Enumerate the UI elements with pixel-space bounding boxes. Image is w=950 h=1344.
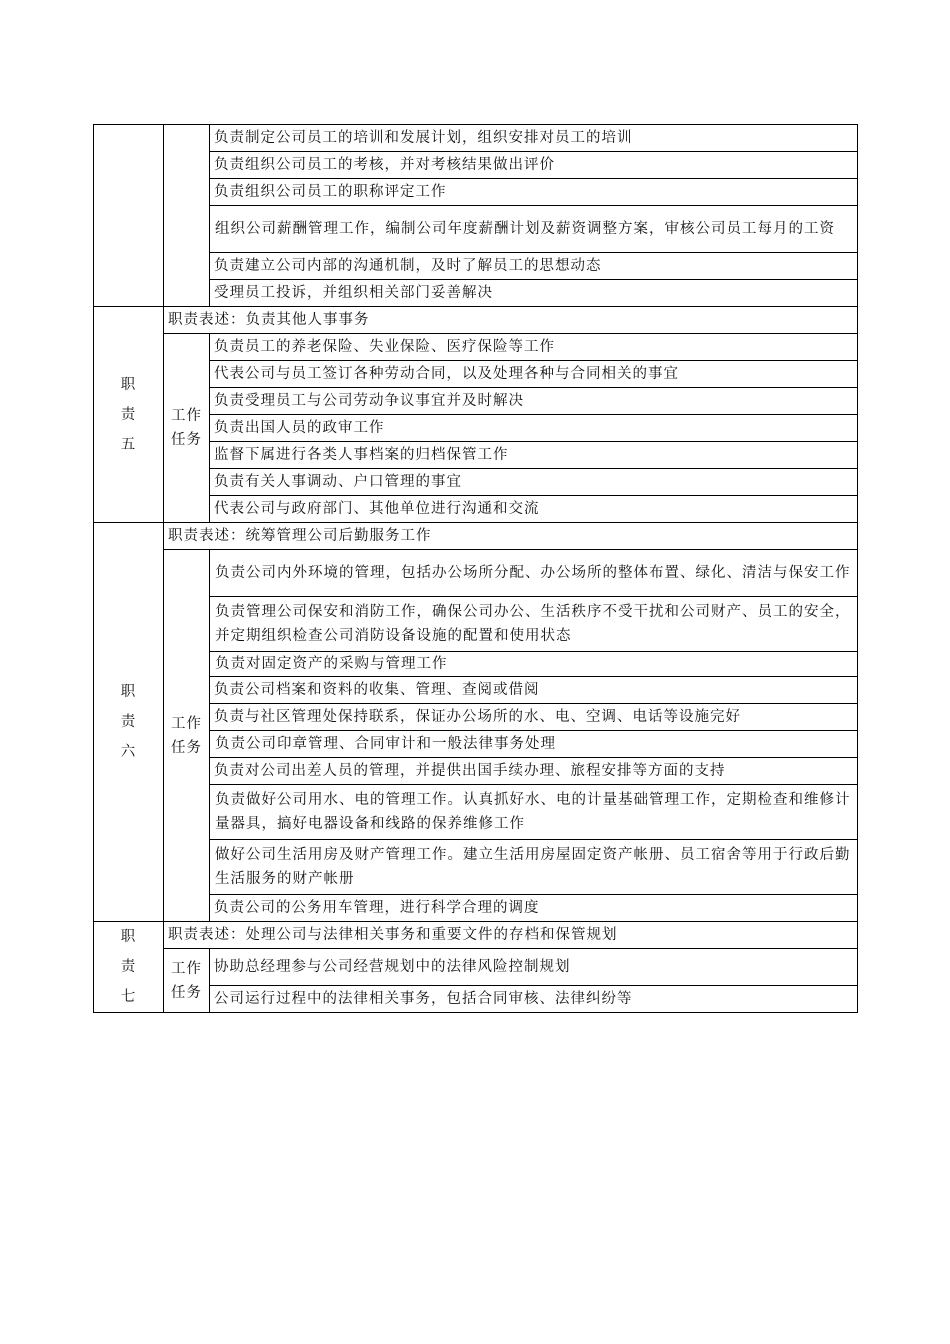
duty-table — [93, 124, 858, 1013]
table-row — [94, 334, 858, 361]
duty6-label — [94, 523, 164, 922]
table-row — [94, 307, 858, 334]
task-item: 做好公司生活用房及财产管理工作。建立生活用房屋固定资产帐册、员工宿舍等用于行政后勤生活服务的财产帐册 — [210, 840, 858, 895]
task-item: 负责与社区管理处保持联系，保证办公场所的水、电、空调、电话等设施完好 — [210, 704, 858, 731]
duty5-label-text: 职责五 — [120, 376, 137, 453]
task-item: 负责受理员工与公司劳动争议事宜并及时解决 — [210, 388, 858, 415]
task-item: 受理员工投诉，并组织相关部门妥善解决 — [210, 280, 858, 307]
duty7-task-label-text: 工作任务 — [170, 960, 202, 1001]
task-item: 负责做好公司用水、电的管理工作。认真抓好水、电的计量基础管理工作，定期检查和维修计量器具，搞好电器设备和线路的保养维修工作 — [210, 785, 858, 840]
task-item: 负责建立公司内部的沟通机制，及时了解员工的思想动态 — [210, 253, 858, 280]
task-item: 负责出国人员的政审工作 — [210, 415, 858, 442]
task-item: 负责制定公司员工的培训和发展计划，组织安排对员工的培训 — [210, 125, 858, 152]
table-row — [94, 125, 858, 152]
table-row — [94, 523, 858, 550]
duty7-task-label — [164, 949, 210, 1013]
duty5-summary: 职责表述：负责其他人事事务 — [164, 307, 858, 334]
duty5-label — [94, 307, 164, 523]
task-item: 代表公司与政府部门、其他单位进行沟通和交流 — [210, 496, 858, 523]
task-item: 负责对公司出差人员的管理，并提供出国手续办理、旅程安排等方面的支持 — [210, 758, 858, 785]
task-item: 负责组织公司员工的考核，并对考核结果做出评价 — [210, 152, 858, 179]
duty6-label-text: 职责六 — [120, 684, 137, 760]
prev-task-cell — [164, 125, 210, 307]
task-item: 负责有关人事调动、户口管理的事宜 — [210, 469, 858, 496]
task-item: 负责对固定资产的采购与管理工作 — [210, 652, 858, 677]
duty5-task-label-text: 工作任务 — [170, 408, 202, 448]
prev-duty-cell — [94, 125, 164, 307]
table-row — [94, 922, 858, 949]
task-item: 负责管理公司保安和消防工作，确保公司办公、生活秩序不受干扰和公司财产、员工的安全，并定期组织检查公司消防设备设施的配置和使用状态 — [210, 597, 858, 652]
task-item: 负责公司档案和资料的收集、管理、查阅或借阅 — [210, 677, 858, 704]
task-item: 组织公司薪酬管理工作，编制公司年度薪酬计划及薪资调整方案，审核公司员工每月的工资 — [210, 206, 858, 253]
task-item: 负责公司内外环境的管理，包括办公场所分配、办公场所的整体布置、绿化、清洁与保安工作 — [210, 550, 858, 597]
duty7-label-text: 职责七 — [120, 929, 137, 1005]
task-item: 代表公司与员工签订各种劳动合同，以及处理各种与合同相关的事宜 — [210, 361, 858, 388]
duty7-summary: 职责表述：处理公司与法律相关事务和重要文件的存档和保管规划 — [164, 922, 858, 949]
task-item: 负责员工的养老保险、失业保险、医疗保险等工作 — [210, 334, 858, 361]
duty5-task-label — [164, 334, 210, 523]
table-row — [94, 550, 858, 597]
duty7-label — [94, 922, 164, 1013]
task-item: 公司运行过程中的法律相关事务，包括合同审核、法律纠纷等 — [210, 986, 858, 1013]
duty6-task-label-text: 工作任务 — [170, 715, 202, 756]
task-item: 监督下属进行各类人事档案的归档保管工作 — [210, 442, 858, 469]
duty6-summary: 职责表述：统筹管理公司后勤服务工作 — [164, 523, 858, 550]
table-row — [94, 949, 858, 986]
task-item: 负责组织公司员工的职称评定工作 — [210, 179, 858, 206]
task-item: 负责公司的公务用车管理，进行科学合理的调度 — [210, 895, 858, 922]
duty6-task-label — [164, 550, 210, 922]
task-item: 负责公司印章管理、合同审计和一般法律事务处理 — [210, 731, 858, 758]
task-item: 协助总经理参与公司经营规划中的法律风险控制规划 — [210, 949, 858, 986]
